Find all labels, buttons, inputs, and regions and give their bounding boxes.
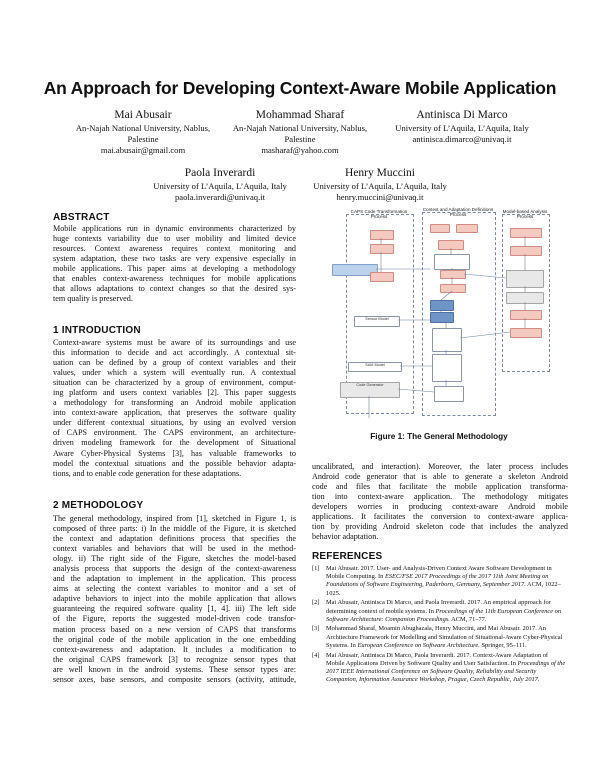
author-block [215,108,385,157]
text-line: the original code of the mobile application in the one embedding [53,634,296,644]
reference-item [312,652,568,685]
author-block [300,166,460,203]
reference-venue: ESEC/FSE 2017 Proceedings of the 2017 11th Joint Meeting on Foundations of Software Engineering, Paderborn, Germany, September 2017. [326,573,549,589]
reference-tail: Springer, 95–111. [479,641,527,649]
reference-number: [1] [312,565,320,572]
text-line: values, under which a system will eventually run. A contextual [53,368,296,378]
text-line: developers worries in producing context-aware Android mobile [312,502,568,512]
figure-column-header: CAPS Code Transformation Process [350,209,408,220]
figure-column-header: Model-based Analysis Process [502,209,548,220]
text-line: driven modeling framework for the development of Situational [53,438,296,448]
text-line: and the adaptation to implement in the application. This process [53,574,296,584]
author-affiliation: University of L’Aquila, L’Aquila, Italy [313,181,447,191]
text-line: Mobile applications run in dynamic environments characterized by [53,224,296,233]
text-line: into context-aware application, that preserves the software quality [53,408,296,418]
reference-venue: European Conference on Software Architecture. [357,641,480,649]
text-line: this information to decide and act accordingly. A contextual sit- [53,348,296,358]
author-affiliation: University of L’Aquila, L’Aquila, Italy [395,123,529,133]
method-text-continued [312,462,568,542]
text-line: huge contexts variability due to user mobility and limited device [53,234,296,244]
text-line: aims at selecting the context variables to monitor and a set of [53,584,296,594]
author-block [372,108,552,145]
author-email: antinisca.dimarco@univaq.it [412,134,512,145]
text-line: Context-aware systems must be aware of its surroundings and use [53,338,296,347]
text-line: adaptive behaviors to inject into the mobile application that allows [53,594,296,604]
text-line: are well known in the android systems. These sensor types are: [53,664,296,674]
text-line: context variables and behaviors that will be used in the method- [53,544,296,554]
reference-venue: Proceedings of the 2017 IEEE International Conference on Software Quality, Reliability and Security Companion, Information Assurance Workshop, Prague, Czech Republic, July 2017. [326,659,566,684]
author-block [140,166,300,203]
author-email: henry.muccini@univaq.it [336,192,424,203]
reference-item [312,565,568,598]
text-line: behavior adaptation. [312,532,379,542]
figure-caption: Figure 1: The General Methodology [370,432,508,441]
methodology-figure [318,206,564,428]
author-email: mai.abusair@gmail.com [100,145,186,156]
reference-text: Mohammad Sharaf, Moamin Abughazala, Henry Muccini, and Mai Abusair. 2017. An Architecture Framework for Modelling and Simulation of Situational-Aware Cyber-Physical Systems. In [326,625,563,649]
text-line: the original CAPS framework [3] to recognize sensor types that [53,654,296,664]
author-affiliation: An-Najah National University, Nablus, [232,123,368,133]
sam-model-box: SAM Model [348,362,402,372]
text-line: sensor axes, base sensors, and composite sensors (activity, attitude, [53,674,296,684]
reference-venue: Proceedings of the 11th European Conference on Software Architecture: Companion Proceedings. [326,607,562,623]
reference-text: Mai Abusair, Antinisca Di Marco, and Paola Inverardi. 2017. An empirical approach for determining context of mobile systems. In [326,599,551,615]
author-name: Antinisca Di Marco [416,109,508,121]
text-line: model the contextual situations and the possible behavior adapta- [53,458,296,468]
text-line: situation can be characterized by a group of environment, comput- [53,378,296,388]
author-name: Henry Muccini [345,167,415,179]
text-line: ing platform and users context variables [2]. This paper suggests [53,388,296,398]
author-email: paola.inverardi@univaq.it [174,192,265,203]
reference-text: Mai Abusair. 2017. User- and Analysis-Driven Context Aware Software Development in Mobile Computing. In [326,565,552,581]
text-line: under different contextual situations, by using an evolved version [53,418,296,428]
method-heading: 2 METHODOLOGY [53,500,144,511]
text-line: code and files that facilitate the mobile application transforma- [312,482,568,492]
text-line: mobile applications. This paper aims at developing a methodology [53,264,296,274]
text-line: tem quality is preserved. [53,294,133,304]
text-line: tion into context-aware application. The methodology mitigates [312,492,568,502]
text-line: mation process based on a new version of CAPS that transforms [53,624,296,634]
author-block [58,108,228,157]
reference-number: [2] [312,599,320,607]
text-line: that allows adaptations to context changes so that the desired sys- [53,284,296,294]
text-line: of CAPS environment. The CAPS environment, an architecture- [53,428,296,438]
intro-text [53,338,296,479]
code-generator-box: Code Generator [340,382,400,398]
reference-number: [3] [312,625,320,633]
method-text [53,514,296,685]
reference-number: [4] [312,651,320,659]
text-line: The general methodology, inspired from [1], sketched in Figure 1, is [53,514,296,523]
reference-tail: ACM, 1022–1025. [326,581,561,597]
figure-column-header: Context and Adaptation Definitions Process [422,207,494,218]
reference-item [312,625,568,650]
abstract-heading: ABSTRACT [53,212,110,223]
text-line: a methodology for transforming an Android mobile application [53,398,296,408]
text-line: Aware Cyber-Physical Systems [3], has valuable frameworks to [53,448,296,458]
reference-text: Mai Abusair, Antinisca Di Marco, Paola Inverardi. 2017. Context-Aware Adaptation of Mobile Applications Driven by Software Quality and User Satisfaction. In [326,651,549,667]
text-line: system adaptation, these two tasks are very expensive especially in [53,254,296,264]
reference-item [312,599,568,624]
text-line: applications. It facilitates the conversion to context-aware applica- [312,512,568,522]
paper-title: An Approach for Developing Context-Aware Mobile Application [43,78,557,98]
reference-tail: ACM, 71–77. [449,615,487,623]
text-line: tions, and to enable code generation for these adaptations. [53,468,242,478]
author-affiliation: Palestine [284,134,316,145]
text-line: uation can be defined by a group of context variables and their [53,358,296,368]
text-line: resources. Context awareness requires context monitoring and [53,244,296,254]
author-affiliation: An-Najah National University, Nablus, [75,123,211,133]
author-email: masharaf@yahoo.com [261,145,339,156]
text-line: analysis process that supports the design of the context-awareness [53,564,296,574]
text-line: tion by providing Android skeleton code that includes the analyzed [312,522,568,532]
text-line: the context and adaptation definitions process that specifies the [53,534,296,544]
intro-heading: 1 INTRODUCTION [53,325,141,336]
author-affiliation: University of L’Aquila, L’Aquila, Italy [153,181,287,191]
text-line: guaranteeing the required software quality [1, 4]. iii) The left side [53,604,296,614]
sensor-model-box: Sensor Model [354,316,400,327]
text-line: of the Figure, reports the suggested model-driven code transfor- [53,614,296,624]
abstract-text [53,224,296,304]
author-name: Mai Abusair [114,109,172,121]
author-affiliation: Palestine [127,134,159,145]
references-list [312,565,568,686]
figure-connectors [318,206,564,428]
text-line: Android code generator that is able to generate a skeleton Android [312,472,568,482]
text-line: context-awareness and adaptation. It includes a modification to [53,644,296,654]
text-line: composed of three parts: i) In the middle of the Figure, it is sketched [53,524,296,534]
text-line: uncalibrated, and interaction). Moreover, the later process includes [312,462,568,471]
text-line: that enables context-awareness techniques for mobile applications [53,274,296,284]
author-name: Paola Inverardi [184,167,256,179]
text-line: ology. ii) The right side of the Figure, sketches the model-based [53,554,296,564]
references-heading: REFERENCES [312,551,383,562]
author-name: Mohammad Sharaf [255,109,345,121]
